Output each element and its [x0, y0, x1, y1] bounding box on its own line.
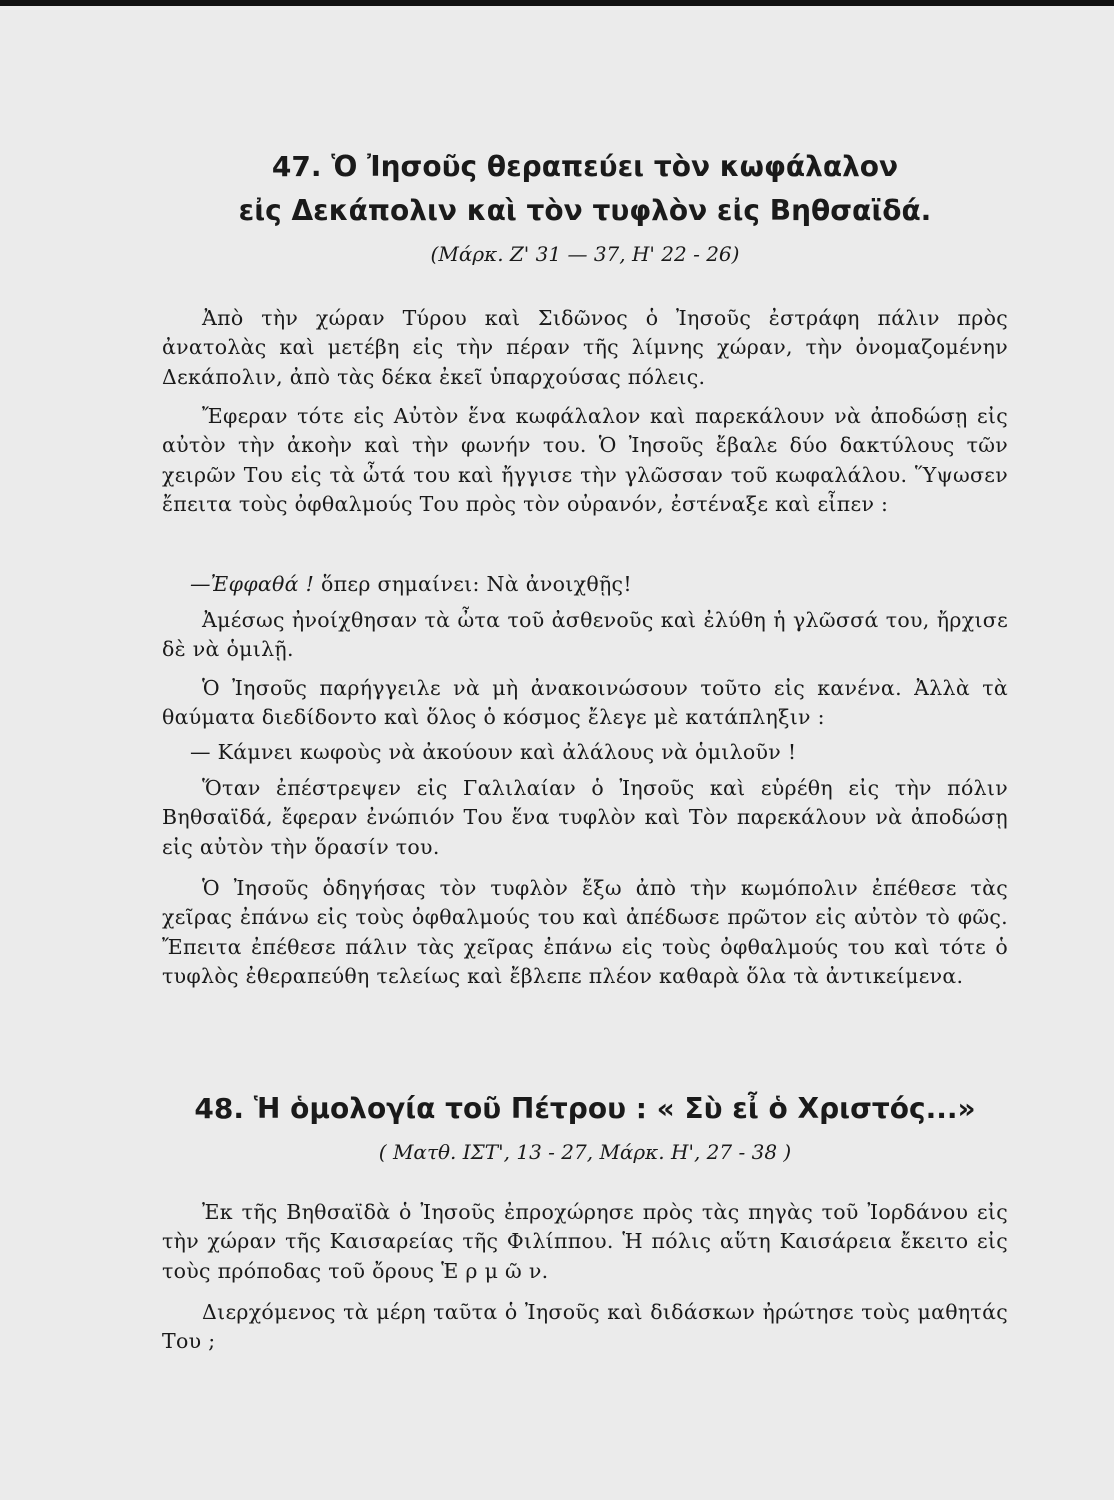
paragraph: Ἀπὸ τὴν χώραν Τύρου καὶ Σιδῶνος ὁ Ἰησοῦς ἐστράφη πάλιν πρὸς ἀνατολὰς καὶ μετέβη εἰς τὴν πέραν τῆς λίμνης χώραν, τὴν ὀνομαζομένην Δεκάπολιν, ἀπὸ τὰς δέκα ἐκεῖ ὑπαρχούσας πόλεις. — [162, 306, 1008, 389]
section-48-heading: 48. Ἡ ὁμολογία τοῦ Πέτρου : « Σὺ εἶ ὁ Χριστός...» — [194, 1092, 976, 1125]
section-47-reference: (Μάρκ. Ζ' 31 — 37, Η' 22 - 26) — [430, 242, 740, 266]
paragraph: Ἔφεραν τότε εἰς Αὐτὸν ἕνα κωφάλαλον καὶ παρεκάλουν νὰ ἀποδώσῃ εἰς αὐτὸν τὴν ἀκοὴν καὶ τὴν φωνήν του. Ὁ Ἰησοῦς ἔβαλε δύο δακτύλους τῶν χειρῶν Του εἰς τὰ ὦτά του καὶ ἤγγισε τὴν γλῶσσαν τοῦ κωφαλάλου. Ὕψωσεν ἔπειτα τοὺς ὀφθαλμούς Του πρὸς τὸν οὐρανόν, ἐστέναξε καὶ εἶπεν : — [162, 404, 1008, 517]
ephphatha-quote — [162, 570, 1008, 599]
section-47-heading-line1: 47. Ὁ Ἰησοῦς θεραπεύει τὸν κωφάλαλον — [271, 150, 899, 183]
ephphatha-meaning: ὅπερ σημαίνει: Νὰ ἀνοιχθῇς! — [314, 572, 632, 596]
paragraph: Ὁ Ἰησοῦς ὁδηγήσας τὸν τυφλὸν ἔξω ἀπὸ τὴν κωμόπολιν ἐπέθεσε τὰς χεῖρας ἐπάνω εἰς τοὺς ὀφθαλμούς του καὶ ἀπέδωσε πρῶτον εἰς αὐτὸν τὸ φῶς. Ἔπειτα ἐπέθεσε πάλιν τὰς χεῖρας ἐπάνω εἰς τοὺς ὀφθαλμούς του καὶ τότε ὁ τυφλὸς ἐθεραπεύθη τελείως καὶ ἔβλεπε πλέον καθαρὰ ὅλα τὰ ἀντικείμενα. — [162, 876, 1008, 989]
ephphatha-word: —Ἐφφαθά ! — [190, 572, 315, 596]
paragraph: Ἀμέσως ἠνοίχθησαν τὰ ὦτα τοῦ ἀσθενοῦς καὶ ἐλύθη ἡ γλῶσσά του, ἤρχισε δὲ νὰ ὁμιλῇ. — [162, 608, 1008, 662]
paragraph: Διερχόμενος τὰ μέρη ταῦτα ὁ Ἰησοῦς καὶ διδάσκων ἠρώτησε τοὺς μαθητάς Του ; — [162, 1300, 1008, 1354]
section-48-reference: ( Ματθ. ΙΣΤ', 13 - 27, Μάρκ. Η', 27 - 38 ) — [378, 1140, 792, 1164]
paragraph: Ἐκ τῆς Βηθσαϊδὰ ὁ Ἰησοῦς ἐπροχώρησε πρὸς τὰς πηγὰς τοῦ Ἰορδάνου εἰς τὴν χώραν τῆς Καισαρείας τῆς Φιλίππου. Ἡ πόλις αὕτη Καισάρεια ἔκειτο εἰς τοὺς πρόποδας τοῦ ὄρους Ἑ ρ μ ῶ ν. — [162, 1200, 1008, 1283]
crowd-exclamation: — Κάμνει κωφοὺς νὰ ἀκούουν καὶ ἀλάλους νὰ ὁμιλοῦν ! — [190, 740, 797, 764]
paragraph: Ὅταν ἐπέστρεψεν εἰς Γαλιλαίαν ὁ Ἰησοῦς καὶ εὑρέθη εἰς τὴν πόλιν Βηθσαϊδά, ἔφεραν ἐνώπιόν Του ἕνα τυφλὸν καὶ Τὸν παρεκάλουν νὰ ἀποδώσῃ εἰς αὐτὸν τὴν ὅρασίν του. — [162, 776, 1008, 859]
section-47-heading-line2: εἰς Δεκάπολιν καὶ τὸν τυφλὸν εἰς Βηθσαϊδά. — [238, 194, 932, 227]
paragraph: Ὁ Ἰησοῦς παρήγγειλε νὰ μὴ ἀνακοινώσουν τοῦτο εἰς κανένα. Ἀλλὰ τὰ θαύματα διεδίδοντο καὶ ὅλος ὁ κόσμος ἔλεγε μὲ κατάπληξιν : — [162, 676, 1008, 730]
